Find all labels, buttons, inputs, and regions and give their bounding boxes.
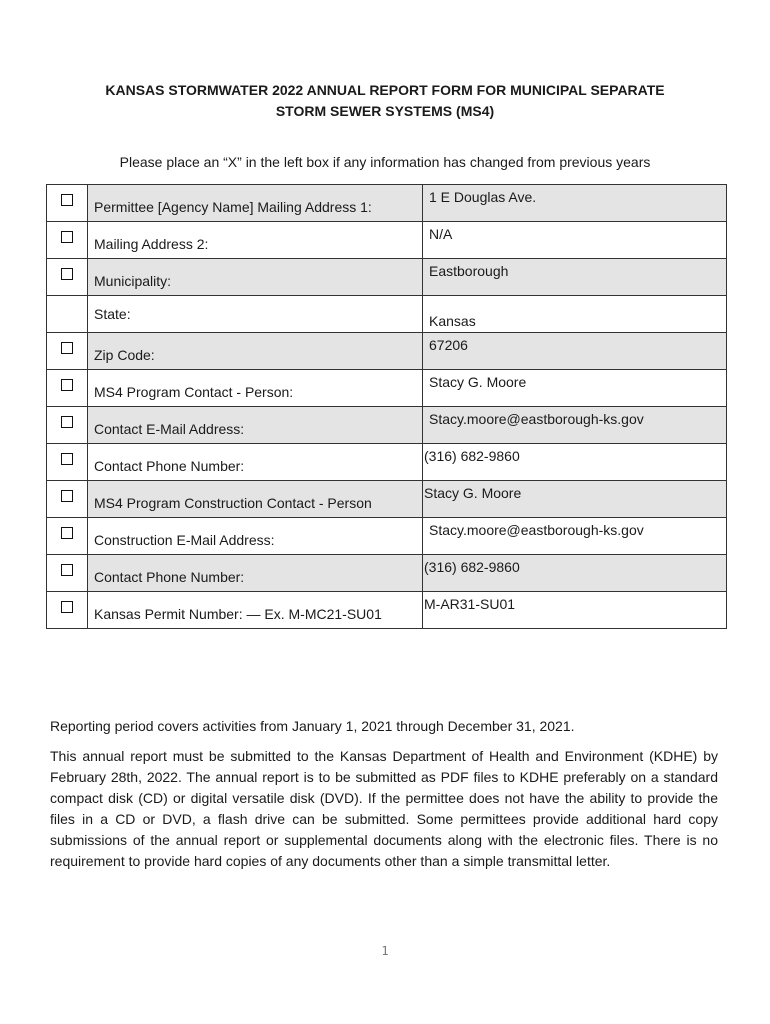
table-row — [47, 296, 727, 333]
table-row — [47, 444, 727, 481]
field-value[interactable]: Stacy G. Moore — [429, 374, 527, 390]
changed-checkbox[interactable] — [61, 342, 73, 354]
changed-checkbox[interactable] — [61, 194, 73, 206]
field-value[interactable]: Eastborough — [429, 263, 509, 279]
field-label: Permittee [Agency Name] Mailing Address 1: — [94, 199, 372, 215]
form-title-line-1: KANSAS STORMWATER 2022 ANNUAL REPORT FORM FOR MUNICIPAL SEPARATE — [105, 82, 665, 98]
field-label: Municipality: — [94, 273, 172, 289]
field-label: Contact Phone Number: — [94, 458, 245, 474]
field-value[interactable]: Stacy.moore@eastborough-ks.gov — [429, 522, 644, 538]
field-value[interactable]: Stacy G. Moore — [424, 485, 522, 501]
changed-checkbox[interactable] — [61, 231, 73, 243]
table-row — [47, 481, 727, 518]
checkbox-cell — [47, 259, 88, 296]
table-row — [47, 407, 727, 444]
checkbox-cell — [47, 555, 88, 592]
changed-checkbox[interactable] — [61, 453, 73, 465]
field-value[interactable]: 1 E Douglas Ave. — [429, 189, 537, 205]
checkbox-cell — [47, 185, 88, 222]
table-row — [47, 518, 727, 555]
field-value[interactable]: (316) 682-9860 — [424, 559, 520, 575]
changed-checkbox[interactable] — [61, 490, 73, 502]
form-title-line-2: STORM SEWER SYSTEMS (MS4) — [275, 103, 495, 119]
table-row — [47, 333, 727, 370]
checkbox-cell — [47, 444, 88, 481]
reporting-period-text: Reporting period covers activities from January 1, 2021 through December 31, 2021. — [50, 718, 575, 734]
field-label: MS4 Program Contact - Person: — [94, 384, 294, 400]
field-value[interactable]: N/A — [429, 226, 453, 242]
page-number: 1 — [381, 944, 389, 958]
changed-checkbox[interactable] — [61, 564, 73, 576]
field-value[interactable]: Kansas — [429, 313, 476, 329]
checkbox-cell — [47, 407, 88, 444]
changed-checkbox[interactable] — [61, 527, 73, 539]
checkbox-cell — [47, 518, 88, 555]
table-row — [47, 555, 727, 592]
changed-checkbox[interactable] — [61, 416, 73, 428]
checkbox-cell — [47, 296, 88, 333]
field-label: Kansas Permit Number: — Ex. M-MC21-SU01 — [94, 606, 382, 622]
permittee-info-table — [46, 184, 727, 629]
changed-checkbox[interactable] — [61, 268, 73, 280]
checkbox-cell — [47, 333, 88, 370]
changed-checkbox[interactable] — [61, 601, 73, 613]
field-value[interactable]: M-AR31-SU01 — [424, 596, 516, 612]
field-value[interactable]: (316) 682-9860 — [424, 448, 520, 464]
instruction-text: Please place an “X” in the left box if any information has changed from previous years — [119, 154, 651, 170]
checkbox-cell — [47, 481, 88, 518]
field-value[interactable]: 67206 — [429, 337, 468, 353]
field-label: State: — [94, 306, 131, 322]
table-row — [47, 370, 727, 407]
field-label: Contact Phone Number: — [94, 569, 245, 585]
submission-instructions: This annual report must be submitted to the Kansas Department of Health and Environment (KDHE) by February 28th, 2022. The annual report is to be submitted as PDF files to KDHE preferably on a standard compact disk (CD) or digital versatile disk (DVD). If the permittee does not have the ability to provide the files in a CD or DVD, a flash drive can be submitted. Some permittees provide additional hard copy submissions of the annual report or supplemental documents along with the electronic files. There is no requirement to provide hard copies of any documents other than a simple transmittal letter. — [50, 748, 718, 869]
field-label: Mailing Address 2: — [94, 236, 209, 252]
checkbox-cell — [47, 592, 88, 629]
changed-checkbox[interactable] — [61, 379, 73, 391]
field-label: Construction E-Mail Address: — [94, 532, 275, 548]
field-value[interactable]: Stacy.moore@eastborough-ks.gov — [429, 411, 644, 427]
table-row — [47, 222, 727, 259]
table-row — [47, 259, 727, 296]
table-row — [47, 592, 727, 629]
field-label: Zip Code: — [94, 347, 155, 363]
field-label: Contact E-Mail Address: — [94, 421, 245, 437]
form-title — [0, 80, 770, 122]
field-label: MS4 Program Construction Contact - Person — [94, 495, 372, 511]
checkbox-cell — [47, 370, 88, 407]
table-row — [47, 185, 727, 222]
checkbox-cell — [47, 222, 88, 259]
